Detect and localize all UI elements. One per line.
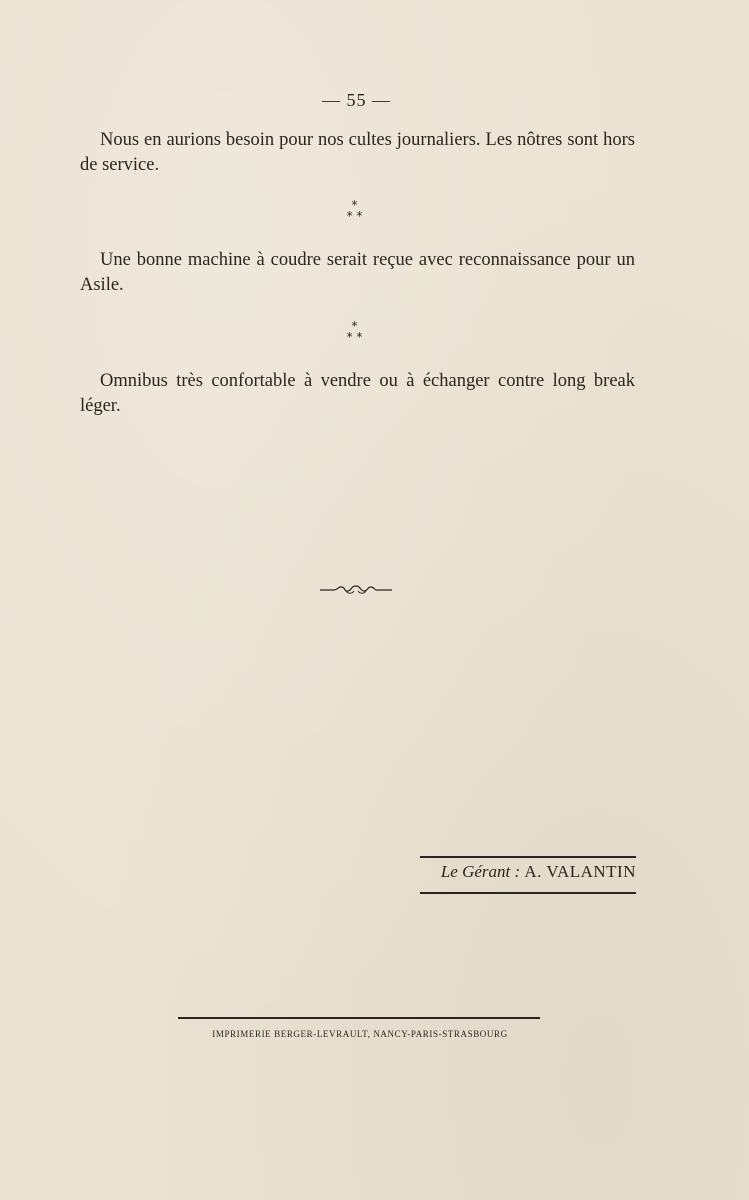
signature-block — [420, 862, 636, 882]
asterism-separator — [0, 321, 709, 343]
asterism-top: * — [351, 198, 358, 212]
signature-rule-bottom — [420, 892, 636, 894]
signature-name: A. VALANTIN — [524, 862, 636, 881]
page-number: — 55 — — [322, 90, 391, 110]
asterism-bottom: * * — [346, 209, 363, 223]
paragraph-omnibus: Omnibus très confortable à vendre ou à échanger contre long break léger. — [80, 371, 635, 416]
decorative-flourish-icon — [318, 582, 394, 596]
asterism-separator — [0, 200, 709, 222]
printer-rule — [178, 1017, 540, 1019]
signature-rule-top — [420, 856, 636, 858]
asterism-bottom: * * — [346, 330, 363, 344]
signature-role: Le Gérant : — [440, 862, 521, 881]
paragraph-cultes: Nous en aurions besoin pour nos cultes journaliers. Les nôtres sont hors de service. — [80, 130, 635, 175]
asterism-top: * — [351, 319, 358, 333]
printer-imprint: IMPRIMERIE BERGER-LEVRAULT, NANCY-PARIS-STRASBOURG — [212, 1029, 508, 1039]
paragraph-machine-a-coudre: Une bonne machine à coudre serait reçue avec reconnaissance pour un Asile. — [80, 250, 635, 295]
